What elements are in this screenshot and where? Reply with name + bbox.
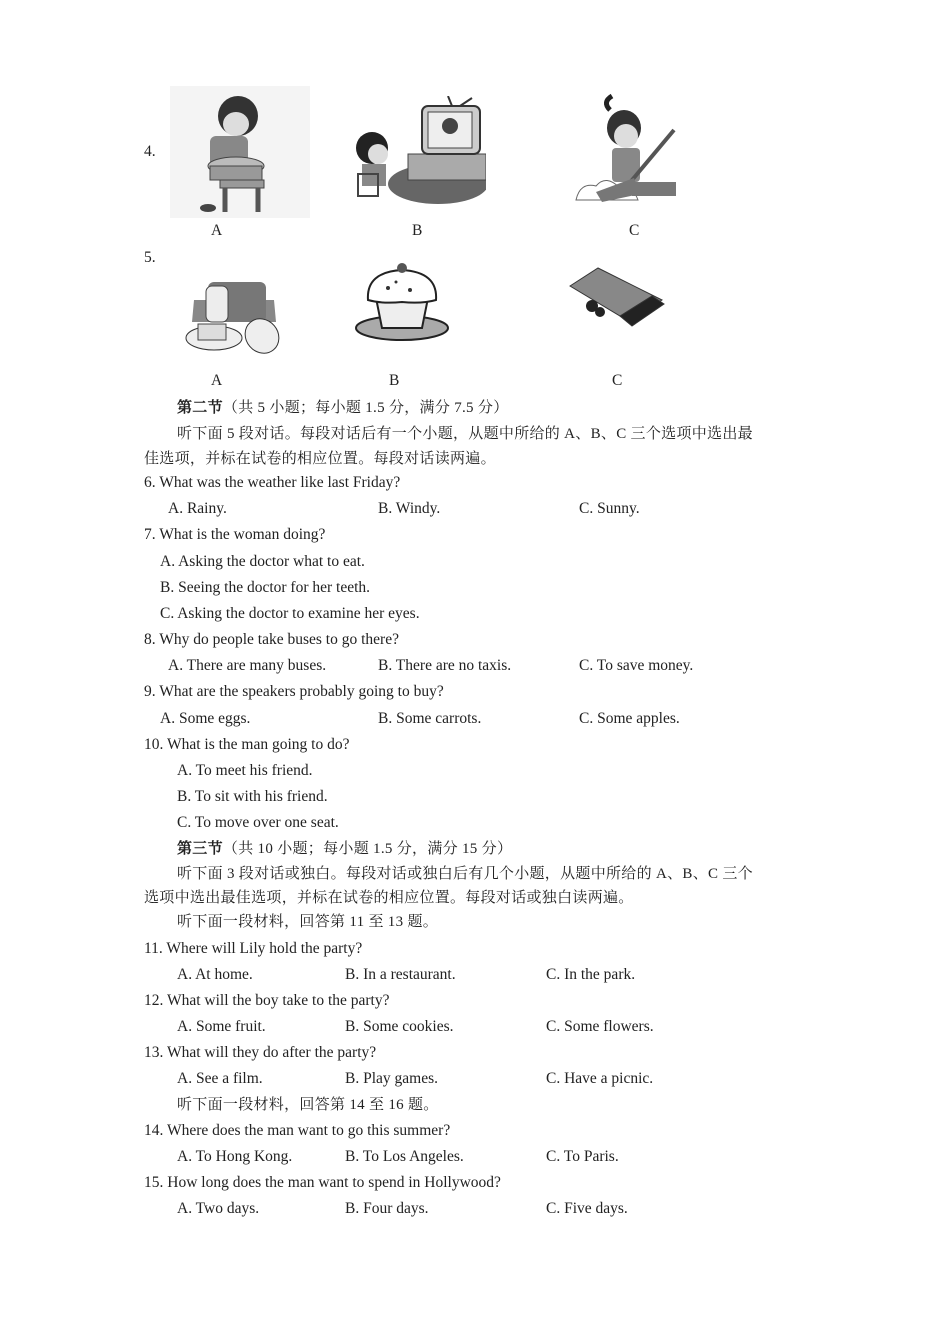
- q4-option-c-label: C: [629, 222, 640, 239]
- q10-option-c[interactable]: C. To move over one seat.: [177, 814, 339, 831]
- section-2-heading: [177, 398, 509, 418]
- section-2-instructions-line-1: 听下面 5 段对话。每段对话后有一个小题，从题中所给的 A、B、C 三个选项中选出最: [177, 426, 753, 442]
- cupcake-top: [368, 270, 436, 303]
- question-6: 6. What was the weather like last Friday?: [144, 474, 401, 491]
- q14-option-b[interactable]: B. To Los Angeles.: [345, 1148, 464, 1165]
- question-12: 12. What will the boy take to the party?: [144, 992, 390, 1009]
- q5-option-a-label: A: [211, 372, 223, 389]
- question-10: 10. What is the man going to do?: [144, 736, 350, 753]
- q14-option-a[interactable]: A. To Hong Kong.: [177, 1148, 293, 1165]
- tv-stand: [408, 154, 486, 180]
- q12-option-a[interactable]: A. Some fruit.: [177, 1018, 266, 1035]
- q15-option-a[interactable]: A. Two days.: [177, 1200, 260, 1217]
- question-13: 13. What will they do after the party?: [144, 1044, 377, 1061]
- q13-option-c[interactable]: C. Have a picnic.: [546, 1070, 654, 1087]
- q11-option-b[interactable]: B. In a restaurant.: [345, 966, 456, 983]
- q7-option-a[interactable]: A. Asking the doctor what to eat.: [160, 553, 365, 570]
- q6-option-a[interactable]: A. Rainy.: [168, 500, 227, 517]
- question-9: 9. What are the speakers probably going to buy?: [144, 683, 444, 700]
- q11-option-a[interactable]: A. At home.: [177, 966, 253, 983]
- section-3-instructions-line-1: 听下面 3 段对话或独白。每段对话或独白后有几个小题，从题中所给的 A、B、C 三个: [177, 866, 753, 882]
- q9-option-b[interactable]: B. Some carrots.: [378, 710, 482, 727]
- q4-option-b-label: B: [412, 222, 423, 239]
- q4-option-b-picture: [352, 96, 486, 208]
- question-7: 7. What is the woman doing?: [144, 526, 326, 543]
- q11-option-c[interactable]: C. In the park.: [546, 966, 636, 983]
- question-4-number: 4.: [144, 143, 156, 160]
- q12-option-c[interactable]: C. Some flowers.: [546, 1018, 654, 1035]
- q14-option-c[interactable]: C. To Paris.: [546, 1148, 619, 1165]
- section-2-instructions-line-2: 佳选项，并标在试卷的相应位置。每段对话读两遍。: [144, 451, 496, 467]
- q6-option-c[interactable]: C. Sunny.: [579, 500, 640, 517]
- q5-option-c-picture: [566, 266, 666, 336]
- q7-option-c[interactable]: C. Asking the doctor to examine her eyes.: [160, 605, 420, 622]
- q13-option-b[interactable]: B. Play games.: [345, 1070, 438, 1087]
- q8-option-c[interactable]: C. To save money.: [579, 657, 694, 674]
- section-3-heading: [177, 839, 512, 859]
- stool: [220, 180, 264, 188]
- q15-option-b[interactable]: B. Four days.: [345, 1200, 429, 1217]
- section-3-subinstruction-2: 听下面一段材料，回答第 14 至 16 题。: [177, 1097, 439, 1113]
- q15-option-c[interactable]: C. Five days.: [546, 1200, 628, 1217]
- section-3-scoring: （共 10 小题；每小题 1.5 分，满分 15 分）: [222, 841, 513, 857]
- section-3-subinstruction-1: 听下面一段材料，回答第 11 至 13 题。: [177, 914, 439, 930]
- q5-option-b-label: B: [389, 372, 400, 389]
- q13-option-a[interactable]: A. See a film.: [177, 1070, 263, 1087]
- q5-option-b-picture: [352, 258, 454, 342]
- q7-option-b[interactable]: B. Seeing the doctor for her teeth.: [160, 579, 371, 596]
- q8-option-a[interactable]: A. There are many buses.: [168, 657, 327, 674]
- q4-option-a-label: A: [211, 222, 223, 239]
- section-3-title: 第三节: [177, 841, 223, 857]
- q8-option-b[interactable]: B. There are no taxis.: [378, 657, 512, 674]
- section-2-title: 第二节: [177, 400, 223, 416]
- section-2-scoring: （共 5 小题；每小题 1.5 分，满分 7.5 分）: [222, 400, 509, 416]
- q9-option-a[interactable]: A. Some eggs.: [160, 710, 251, 727]
- q5-option-c-label: C: [612, 372, 623, 389]
- q9-option-c[interactable]: C. Some apples.: [579, 710, 680, 727]
- question-8: 8. Why do people take buses to go there?: [144, 631, 399, 648]
- question-15: 15. How long does the man want to spend in Hollywood?: [144, 1174, 501, 1191]
- q6-option-b[interactable]: B. Windy.: [378, 500, 441, 517]
- section-3-instructions-line-2: 选项中选出最佳选项，并标在试卷的相应位置。每段对话或独白读两遍。: [144, 890, 634, 906]
- q5-option-a-picture: [184, 276, 284, 356]
- q10-option-a[interactable]: A. To meet his friend.: [177, 762, 313, 779]
- question-5-number: 5.: [144, 249, 156, 266]
- question-14: 14. Where does the man want to go this summer?: [144, 1122, 451, 1139]
- q4-option-a-picture: [170, 86, 310, 218]
- q4-option-c-picture: [572, 92, 684, 210]
- cherry: [397, 263, 407, 273]
- q10-option-b[interactable]: B. To sit with his friend.: [177, 788, 328, 805]
- q12-option-b[interactable]: B. Some cookies.: [345, 1018, 454, 1035]
- question-11: 11. Where will Lily hold the party?: [144, 940, 363, 957]
